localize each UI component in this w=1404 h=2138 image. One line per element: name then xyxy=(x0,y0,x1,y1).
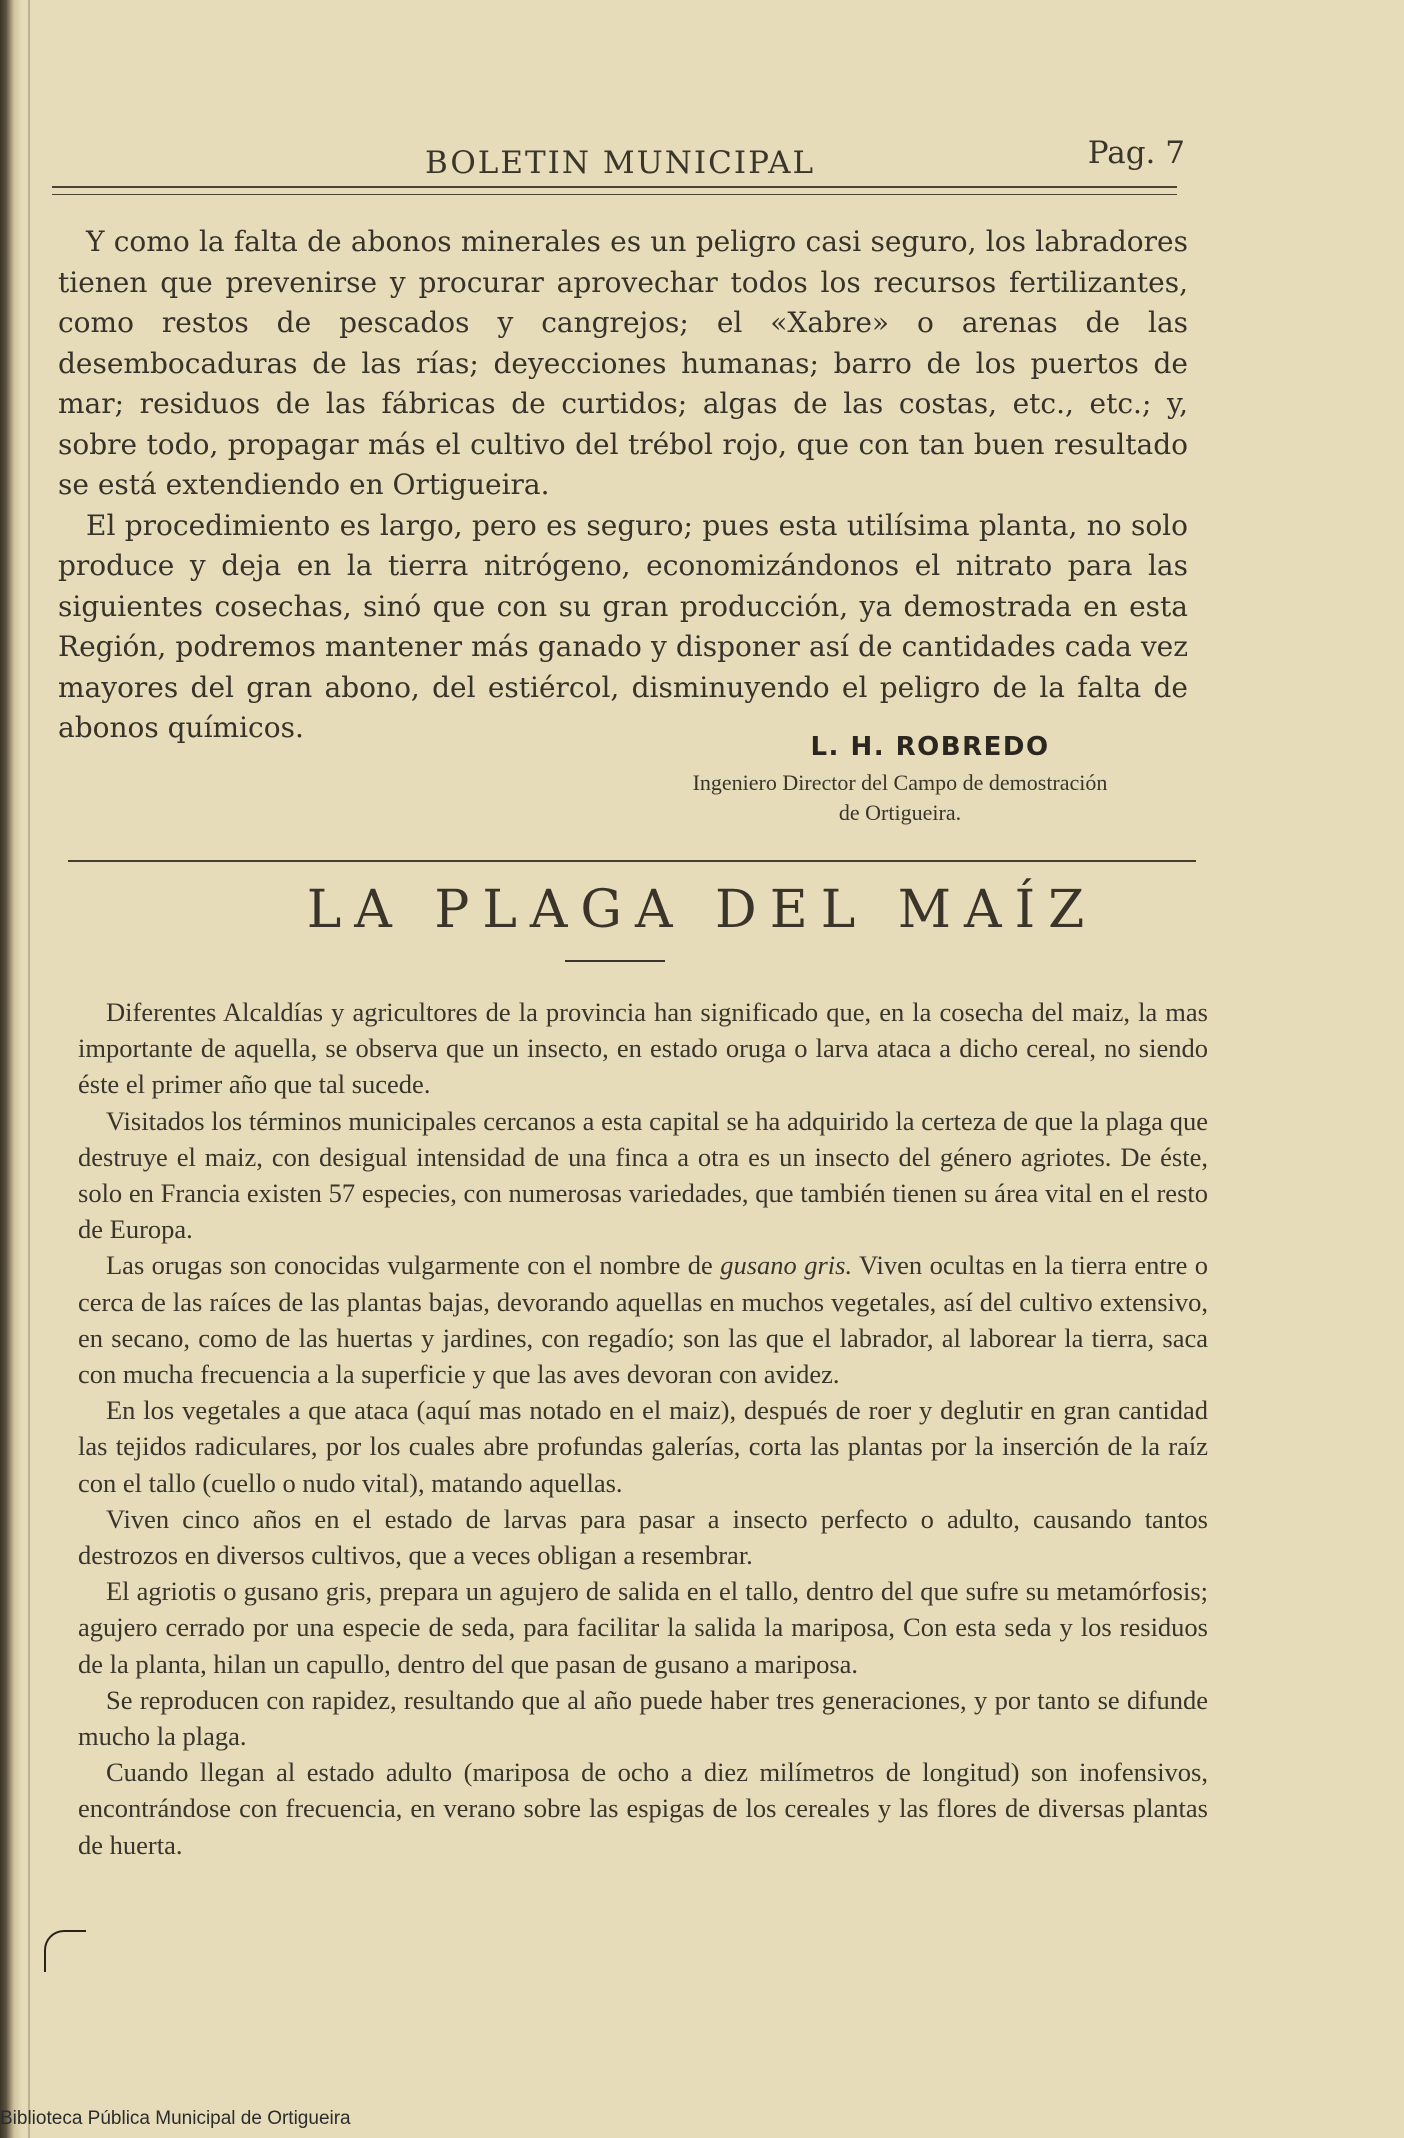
paragraph: Diferentes Alcaldías y agricultores de la provincia han significado que, en la cosecha del maiz, la mas importante de aquella, se observa que un insecto, en estado oruga o larva ataca a dicho cereal, no siendo éste el primer año que tal sucede. xyxy=(78,997,1208,1100)
paragraph: El procedimiento es largo, pero es seguro; pues esta utilísima planta, no solo produce y deja en la tierra nitrógeno, economizándonos el nitrato para las siguientes cosechas, sinó que con su gran producción, ya demostrada en esta Región, podremos mantener más ganado y disponer así de cantidades cada vez mayores del gran abono, del estiércol, disminuyendo el peligro de la falta de abonos químicos. xyxy=(58,508,1188,744)
article-title: LA PLAGA DEL MAÍZ xyxy=(306,880,1098,940)
author-name: L. H. ROBREDO xyxy=(810,732,1050,762)
header-rule xyxy=(52,186,1177,195)
paragraph: El agriotis o gusano gris, prepara un agujero de salida en el tallo, dentro del que sufre su metamórfosis; agujero cerrado por una especie de seda, para facilitar la salida la mariposa, Con esta seda y los residuos de la planta, hilan un capullo, dentro del que pasan de gusano a mariposa. xyxy=(78,1576,1208,1679)
italic-term: gusano gris. xyxy=(720,1250,853,1281)
paragraph: En los vegetales a que ataca (aquí mas notado en el maiz), después de roer y deglutir en gran cantidad las tejidos radiculares, por los cuales abre profundas galerías, corta las plantas por la inserción de la raíz con el tallo (cuello o nudo vital), matando aquellas. xyxy=(78,1395,1208,1498)
ink-mark xyxy=(44,1930,86,1972)
library-credit: Biblioteca Pública Municipal de Ortigueira xyxy=(0,2108,351,2129)
paragraph: Viven cinco años en el estado de larvas para pasar a insecto perfecto o adulto, causando tantos destrozos en diversos cultivos, que a veces obligan a resembrar. xyxy=(78,1503,1208,1571)
page-fold-shadow xyxy=(28,0,30,2138)
article-fertilizers xyxy=(58,222,1188,749)
paragraph: Cuando llegan al estado adulto (mariposa de ocho a diez milímetros de longitud) son inofensivos, encontrándose con frecuencia, en verano sobre las espigas de los cereales y las flores de diversas plantas de huerta. xyxy=(78,1757,1208,1860)
page-binding-edge xyxy=(0,0,22,2138)
author-role-line: de Ortigueira. xyxy=(838,800,962,825)
text-run: Viven ocultas en la tierra entre o cerca de las raíces de las plantas bajas, devorando aquellas en muchos vegetales, así del cultivo extensivo, en secano, como de las huertas y jardines, con regadío; son las que el labrador, al laborear la tierra, saca con mucha frecuencia a la superficie y que las aves devoran con avidez. xyxy=(78,1250,1208,1390)
article-corn-plague xyxy=(78,994,1208,1863)
author-role xyxy=(640,768,1160,828)
author-role-line: Ingeniero Director del Campo de demostración xyxy=(692,770,1108,795)
running-header xyxy=(55,135,1185,185)
paragraph: Se reproducen con rapidez, resultando que al año puede haber tres generaciones, y por tanto se difunde mucho la plaga. xyxy=(78,1684,1208,1752)
section-divider xyxy=(68,860,1196,862)
publication-title: BOLETIN MUNICIPAL xyxy=(425,145,816,181)
text-run: Las orugas son conocidas vulgarmente con el nombre de xyxy=(106,1250,721,1281)
paragraph: Visitados los términos municipales cercanos a esta capital se ha adquirido la certeza de que la plaga que destruye el maiz, con desigual intensidad de una finca a otra es un insecto del género agriotes. De éste, solo en Francia existen 57 especies, con numerosas variedades, que también tienen su área vital en el resto de Europa. xyxy=(78,1105,1208,1245)
author-signature xyxy=(640,732,1160,828)
title-underline xyxy=(565,960,665,962)
paragraph: Y como la falta de abonos minerales es un peligro casi seguro, los labradores tienen que prevenirse y procurar aprovechar todos los recursos fertilizantes, como restos de pescados y cangrejos; el «Xabre» o arenas de las desembocaduras de las rías; deyecciones humanas; barro de los puertos de mar; residuos de las fábricas de curtidos; algas de las costas, etc., etc.; y, sobre todo, propagar más el cultivo del trébol rojo, que con tan buen resultado se está extendiendo en Ortigueira. xyxy=(58,225,1188,501)
page-number: Pag. 7 xyxy=(1087,135,1185,171)
paragraph xyxy=(78,1247,1208,1392)
